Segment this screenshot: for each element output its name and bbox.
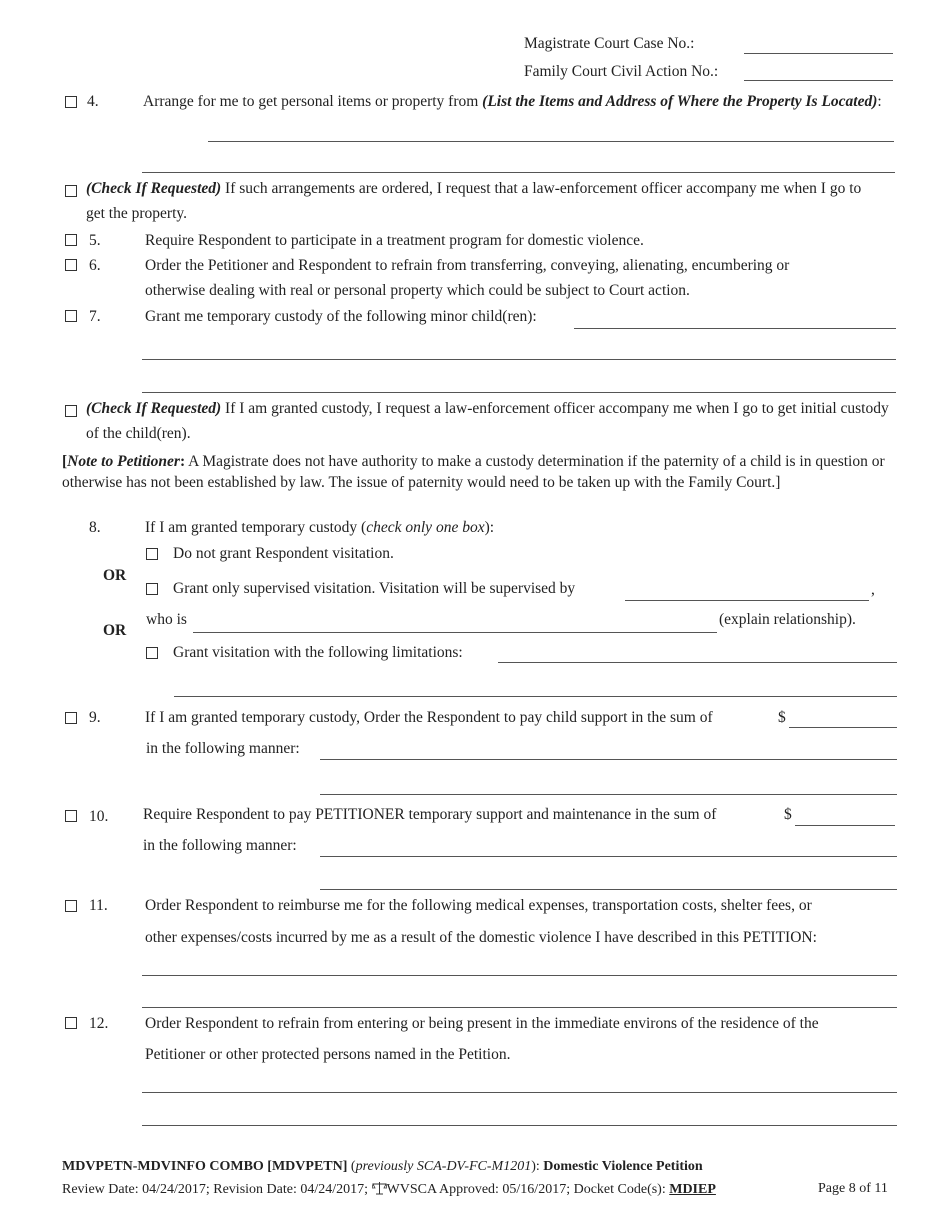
footer-line1 [62, 1159, 703, 1175]
item8-explain: (explain relationship). [719, 611, 856, 628]
item4-text [143, 89, 898, 114]
item8-limitations-field-2[interactable] [174, 696, 897, 697]
officer-custody-checkbox[interactable] [65, 405, 77, 417]
item7-text: Grant me temporary custody of the following minor child(ren): [145, 308, 537, 325]
item11-line1: Order Respondent to reimburse me for the following medical expenses, transportation costs, shelter fees, or [145, 897, 812, 914]
footer-approved: WVSCA Approved: 05/16/2017; Docket Code(s): [386, 1182, 670, 1197]
case-no-field[interactable] [744, 53, 893, 54]
item9-text: If I am granted temporary custody, Order the Respondent to pay child support in the sum of [145, 709, 713, 726]
item11-checkbox[interactable] [65, 900, 77, 912]
footer-form-code: MDVPETN-MDVINFO COMBO [MDVPETN] [62, 1159, 348, 1174]
officer-property-text [86, 176, 876, 226]
item7-field-1[interactable] [574, 328, 896, 329]
item12-field-1[interactable] [142, 1092, 897, 1093]
item6-line1: Order the Petitioner and Respondent to refrain from transferring, conveying, alienating, encumbering or [145, 257, 790, 274]
item10-checkbox[interactable] [65, 810, 77, 822]
item11-line2: other expenses/costs incurred by me as a result of the domestic violence I have described in this PETITION: [145, 929, 817, 946]
item8-or-1: OR [103, 567, 127, 584]
item10-text: Require Respondent to pay PETITIONER temporary support and maintenance in the sum of [143, 806, 717, 823]
civil-action-label: Family Court Civil Action No.: [524, 63, 719, 80]
item11-field-1[interactable] [142, 975, 897, 976]
note-to-petitioner [62, 452, 898, 493]
item8-or-2: OR [103, 622, 127, 639]
item8-number: 8. [89, 519, 101, 536]
item7-number: 7. [89, 308, 101, 325]
item8-option1-checkbox[interactable] [146, 548, 158, 560]
officer-custody-text [86, 396, 894, 446]
civil-action-field[interactable] [744, 80, 893, 81]
item8-option3-text: Grant visitation with the following limitations: [173, 644, 463, 661]
officer-custody-body: If I am granted custody, I request a law-enforcement officer accompany me when I go to get initial custody of the child(ren). [86, 400, 889, 442]
item4-text-bold: (List the Items and Address of Where the Property Is Located) [482, 93, 878, 110]
item9-amount-field[interactable] [789, 727, 897, 728]
footer-prev-close: ): [531, 1159, 544, 1174]
item7-field-3[interactable] [142, 392, 896, 393]
item12-line1: Order Respondent to refrain from entering or being present in the immediate environs of the residence of the [145, 1015, 819, 1032]
item6-line2: otherwise dealing with real or personal property which could be subject to Court action. [145, 282, 690, 299]
item8-relationship-field[interactable] [193, 632, 717, 633]
note-open: [ [62, 453, 68, 470]
footer-review-dates: Review Date: 04/24/2017; Revision Date: 04/24/2017; [62, 1182, 372, 1197]
item4-field-2[interactable] [142, 172, 895, 173]
footer-prev-form: previously SCA-DV-FC-M1201 [355, 1159, 532, 1174]
item9-manner-field-1[interactable] [320, 759, 897, 760]
footer-docket-code: MDIEP [669, 1182, 716, 1197]
item9-manner-field-2[interactable] [320, 794, 897, 795]
item10-manner: in the following manner: [143, 837, 297, 854]
item8-option1-text: Do not grant Respondent visitation. [173, 545, 394, 562]
item4-field-1[interactable] [208, 141, 894, 142]
footer-line2 [62, 1181, 716, 1198]
item9-checkbox[interactable] [65, 712, 77, 724]
officer-custody-lead: (Check If Requested) [86, 400, 222, 417]
item4-checkbox[interactable] [65, 96, 77, 108]
item10-number: 10. [89, 808, 109, 825]
item9-dollar: $ [778, 709, 786, 726]
item8-who-is: who is [146, 611, 187, 628]
item8-option2-text: Grant only supervised visitation. Visitation will be supervised by [173, 580, 576, 597]
item4-colon: : [877, 93, 882, 110]
note-body: A Magistrate does not have authority to make a custody determination if the paternity of a child is in question or otherwise has not been established by law. The issue of paternity would need to be taken up with the Family Court.] [62, 453, 885, 491]
item5-text: Require Respondent to participate in a treatment program for domestic violence. [145, 232, 644, 249]
officer-property-checkbox[interactable] [65, 185, 77, 197]
item8-text-italic: check only one box [366, 519, 485, 536]
item9-manner: in the following manner: [146, 740, 300, 757]
item5-number: 5. [89, 232, 101, 249]
item6-number: 6. [89, 257, 101, 274]
item4-text-plain: Arrange for me to get personal items or property from [143, 93, 483, 110]
footer-form-title: Domestic Violence Petition [543, 1159, 703, 1174]
item8-supervisor-field[interactable] [625, 600, 869, 601]
item6-checkbox[interactable] [65, 259, 77, 271]
note-colon: : [179, 453, 186, 470]
item8-option2-checkbox[interactable] [146, 583, 158, 595]
item11-number: 11. [89, 897, 108, 914]
item12-number: 12. [89, 1015, 109, 1032]
footer-page: Page 8 of 11 [818, 1181, 888, 1196]
item10-manner-field-2[interactable] [320, 889, 897, 890]
item12-field-2[interactable] [142, 1125, 897, 1126]
item10-amount-field[interactable] [795, 825, 895, 826]
item11-field-2[interactable] [142, 1007, 897, 1008]
case-no-label: Magistrate Court Case No.: [524, 35, 695, 52]
item5-checkbox[interactable] [65, 234, 77, 246]
item8-text [145, 519, 494, 537]
item10-manner-field-1[interactable] [320, 856, 897, 857]
officer-property-body: If such arrangements are ordered, I request that a law-enforcement officer accompany me when I go to get the property. [86, 180, 862, 222]
item7-checkbox[interactable] [65, 310, 77, 322]
officer-property-lead: (Check If Requested) [86, 180, 222, 197]
item10-dollar: $ [784, 806, 792, 823]
item12-line2: Petitioner or other protected persons named in the Petition. [145, 1046, 511, 1063]
item9-number: 9. [89, 709, 101, 726]
item7-field-2[interactable] [142, 359, 896, 360]
item8-comma: , [871, 581, 875, 598]
note-lead: Note to Petitioner [67, 453, 180, 470]
item8-option3-checkbox[interactable] [146, 647, 158, 659]
item4-number: 4. [87, 93, 99, 110]
scales-icon [372, 1181, 387, 1195]
item8-text-close: ): [484, 519, 495, 536]
item8-limitations-field-1[interactable] [498, 662, 897, 663]
item12-checkbox[interactable] [65, 1017, 77, 1029]
footer-prev-open: ( [347, 1159, 356, 1174]
item8-text-plain: If I am granted temporary custody ( [145, 519, 367, 536]
